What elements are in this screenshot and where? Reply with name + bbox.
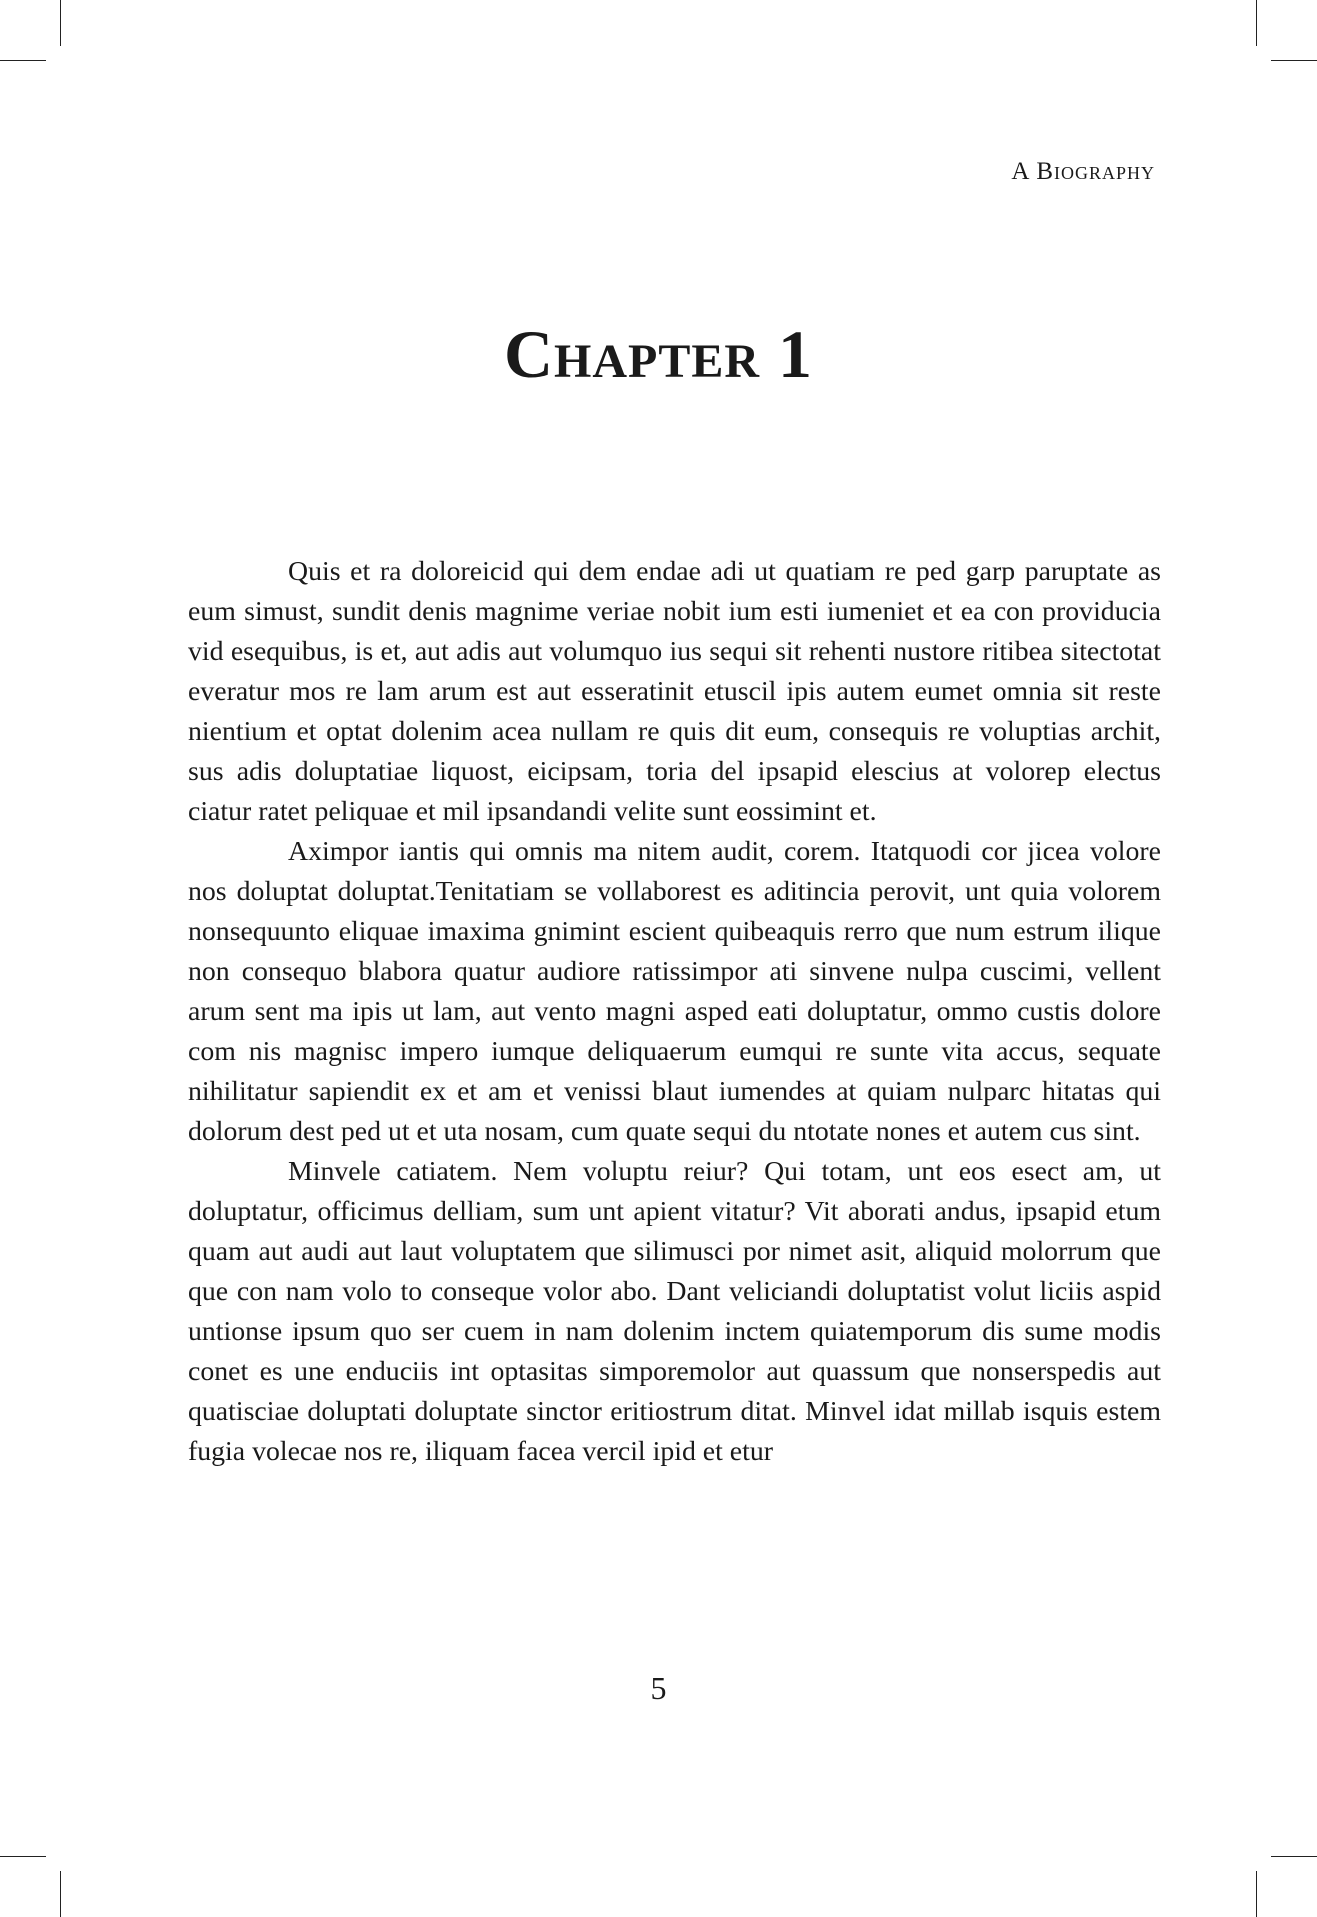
crop-mark-top-left-vertical: [60, 0, 61, 46]
page-number: 5: [650, 1670, 667, 1706]
paragraph: Aximpor iantis qui omnis ma nitem audit, corem. Itatquodi cor jicea volore nos doluptat doluptat.Tenitatiam se vollaborest es aditincia perovit, unt quia volorem nonsequunto eliquae imaxima gnimint escient quibeaquis rerro que num estrum ilique non consequo blabora quatur audiore ratissimpor ati sinvene nulpa cuscimi, vellent arum sent ma ipis ut lam, aut vento magni asped eati doluptatur, ommo custis dolore com nis magnisc impero iumque deliquaerum eumqui re sunte vita accus, sequate nihilitatur sapiendit ex et am et venissi blaut iumendes at quiam nulparc hitatas qui dolorum dest ped ut et uta nosam, cum quate sequi du ntotate nones et autem cus sint.: [188, 836, 1161, 1147]
running-head: A Biography: [1011, 158, 1155, 185]
crop-mark-bottom-left-horizontal: [0, 1856, 46, 1857]
crop-mark-bottom-left-vertical: [60, 1871, 61, 1917]
crop-mark-top-left-horizontal: [0, 60, 46, 61]
chapter-title: Chapter 1: [503, 316, 814, 392]
crop-mark-bottom-right-horizontal: [1271, 1856, 1317, 1857]
paragraph: Minvele catiatem. Nem voluptu reiur? Qui totam, unt eos esect am, ut doluptatur, officimus delliam, sum unt apient vitatur? Vit aborati andus, ipsapid etum quam aut audi aut laut voluptatem que silimusci por nimet asit, aliquid molorrum que que con nam volo to conseque volor abo. Dant veliciandi doluptatist volut liciis aspid untionse ipsum quo ser cuem in nam dolenim inctem quiatemporum dis sume modis conet es une enduciis int optasitas simporemolor aut quassum que nonserspedis aut quatisciae doluptati doluptate sinctor eritiostrum ditat. Minvel idat millab isquis estem fugia volecae nos re, iliquam facea vercil ipid et etur: [188, 1156, 1161, 1467]
crop-mark-top-right-horizontal: [1271, 60, 1317, 61]
crop-mark-bottom-right-vertical: [1256, 1871, 1257, 1917]
body-text: [188, 552, 1161, 1472]
paragraph: Quis et ra doloreicid qui dem endae adi ut quatiam re ped garp paruptate as eum simust, sundit denis magnime veriae nobit ium esti iumeniet et ea con providucia vid esequibus, is et, aut adis aut volumquo ius sequi sit rehenti nustore ritibea sitectotat everatur mos re lam arum est aut esseratinit etuscil ipis autem eumet omnia sit reste nientium et optat dolenim acea nullam re quis dit eum, consequis re voluptias archit, sus adis doluptatiae liquost, eicipsam, toria del ipsapid elescius at volorep electus ciatur ratet peliquae et mil ipsandandi velite sunt eossimint et.: [188, 556, 1161, 827]
crop-mark-top-right-vertical: [1256, 0, 1257, 46]
